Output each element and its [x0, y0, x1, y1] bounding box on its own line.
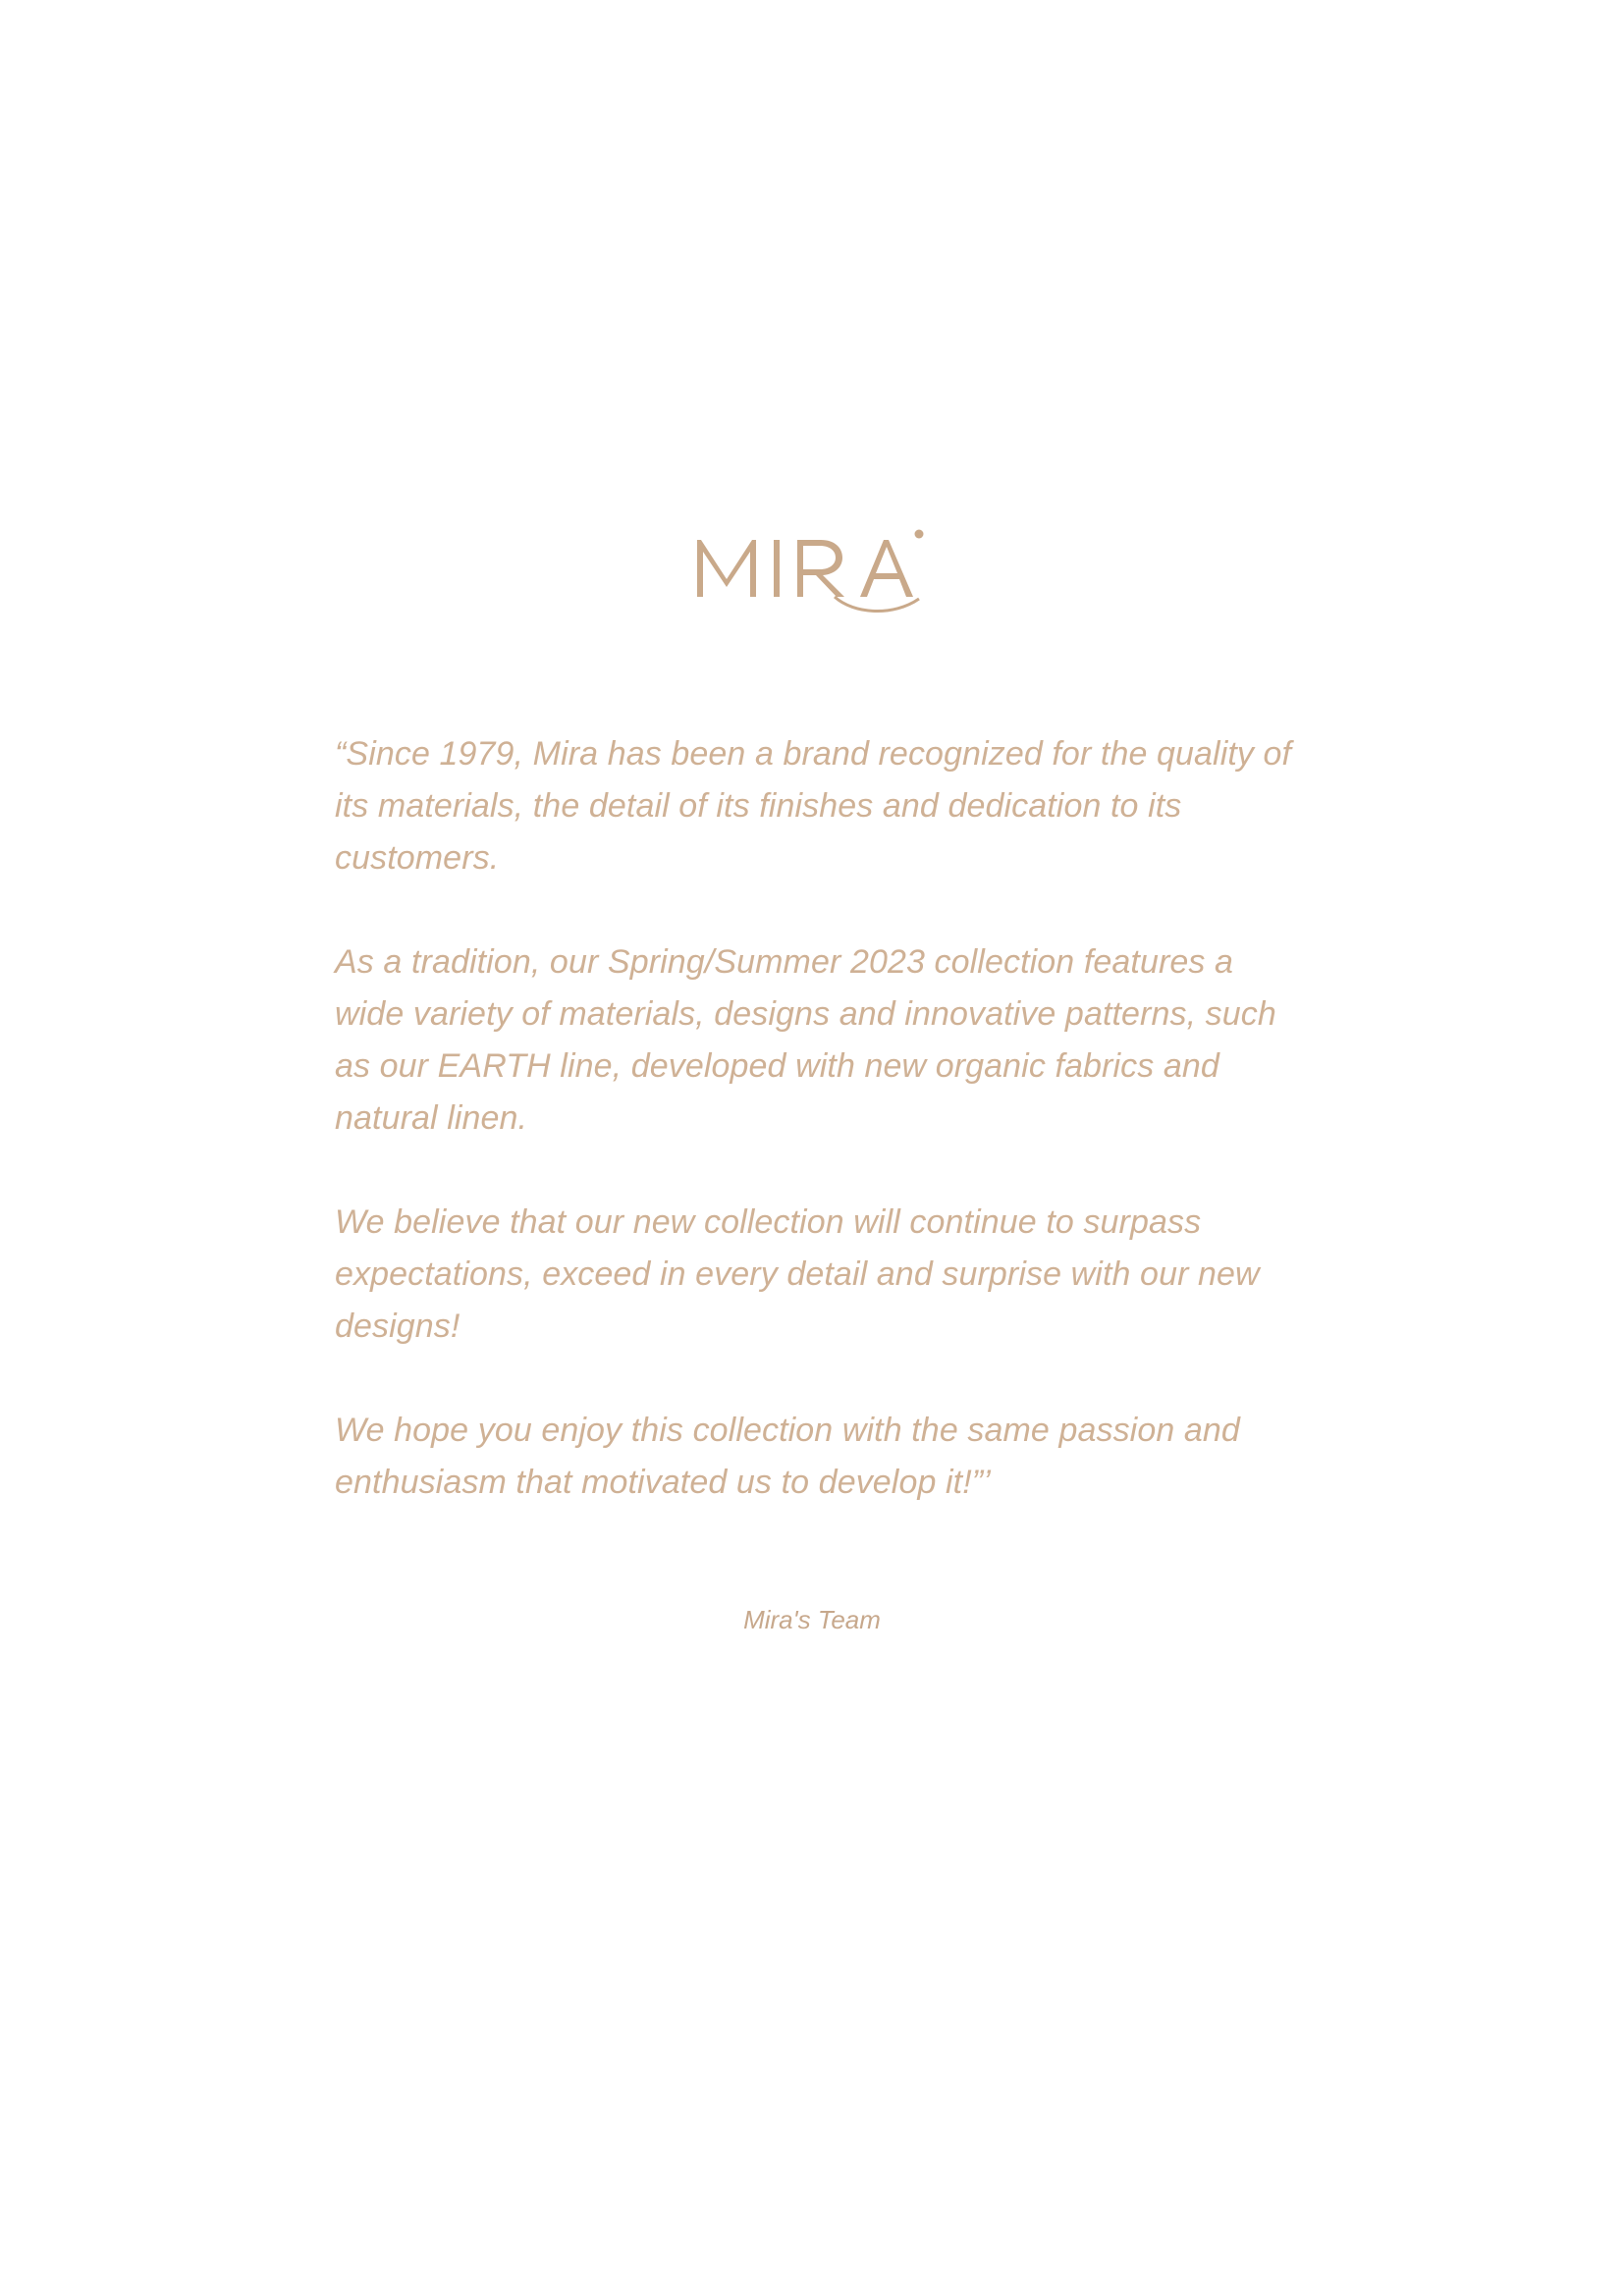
mira-logo-mark — [687, 518, 943, 616]
brand-letter — [335, 728, 1297, 1509]
letter-paragraph-1: “Since 1979, Mira has been a brand recognized for the quality of its materials, the detail of its finishes and dedication to its customers. — [335, 735, 1292, 877]
letter-paragraph-4: We hope you enjoy this collection with the same passion and enthusiasm that motivated us to develop it!”’ — [335, 1412, 1240, 1501]
letter-signature: Mira's Team — [743, 1605, 881, 1634]
letter-paragraph-2: As a tradition, our Spring/Summer 2023 collection features a wide variety of materials, designs and innovative patterns, such as our EARTH line, developed with new organic fabrics and natural linen. — [335, 943, 1276, 1137]
mira-logo — [687, 518, 943, 616]
letter-paragraph-3: We believe that our new collection will continue to surpass expectations, exceed in every detail and surprise with our new designs! — [335, 1203, 1260, 1345]
